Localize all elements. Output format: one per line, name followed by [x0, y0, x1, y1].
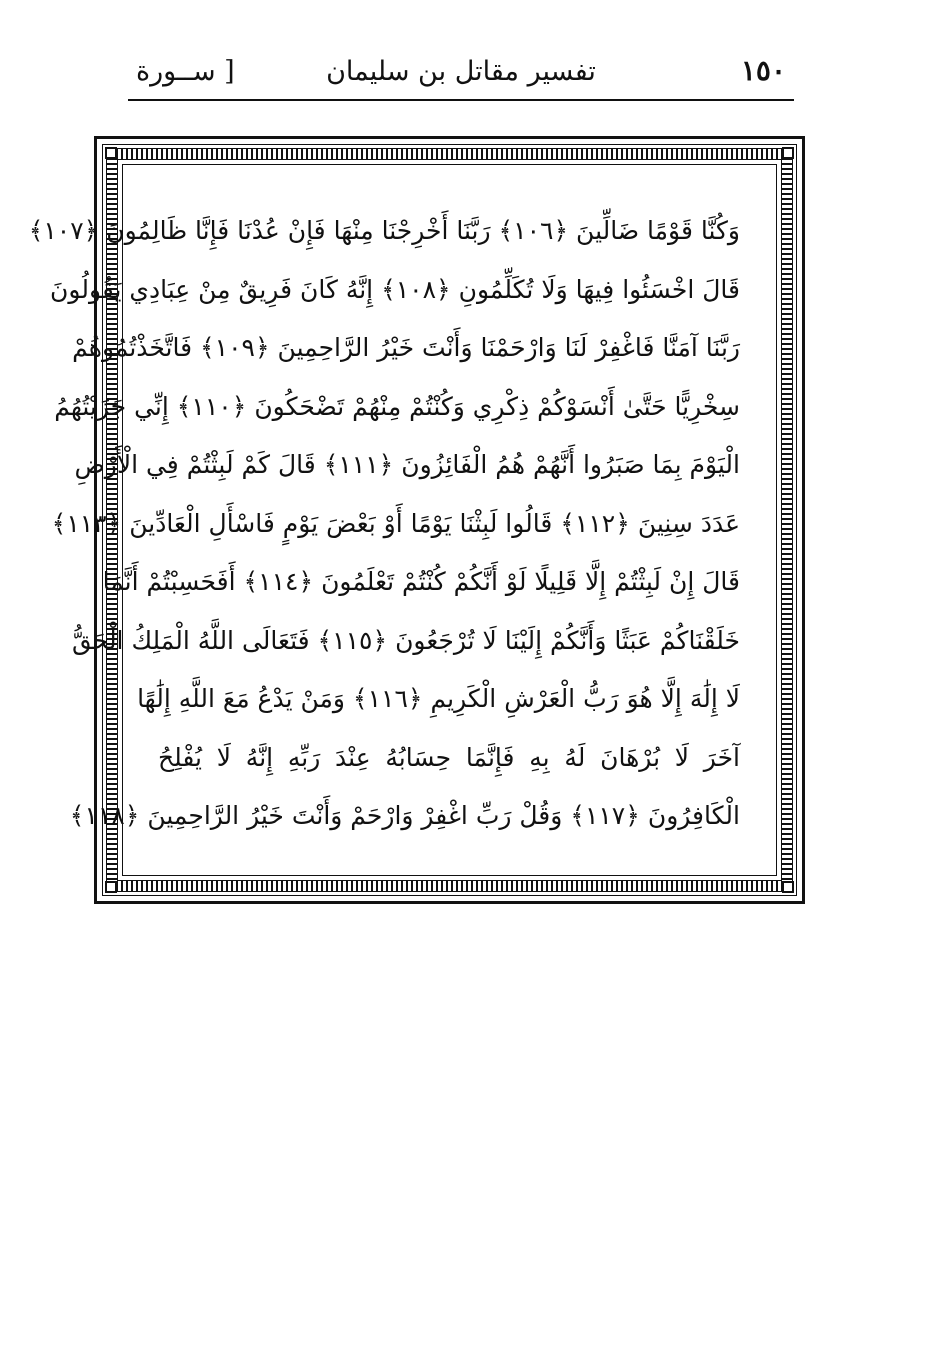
text-line: وَكُنَّا قَوْمًا ضَالِّينَ ﴿١٠٦﴾ رَبَّنَا أَخْرِجْنَا مِنْهَا فَإِنْ عُدْنَا فَإِنَّا ظَالِمُونَ ﴿١٠٧﴾: [28, 216, 740, 245]
frame-band-top: [106, 148, 793, 160]
text-line: قَالَ إِنْ لَبِثْتُمْ إِلَّا قَلِيلًا لَوْ أَنَّكُمْ كُنْتُمْ تَعْلَمُونَ ﴿١١٤﴾ أَفَحَسِبْتُمْ أَنَّمَا: [102, 567, 740, 596]
text-line: آخَرَ لَا بُرْهَانَ لَهُ بِهِ فَإِنَّمَا حِسَابُهُ عِنْدَ رَبِّهِ إِنَّهُ لَا يُفْلِحُ: [158, 742, 740, 772]
frame-corner: [782, 881, 794, 893]
text-line: قَالَ اخْسَئُوا فِيهَا وَلَا تُكَلِّمُونِ ﴿١٠٨﴾ إِنَّهُ كَانَ فَرِيقٌ مِنْ عِبَادِي يَقُولُونَ: [50, 274, 740, 304]
text-line: رَبَّنَا آمَنَّا فَاغْفِرْ لَنَا وَارْحَمْنَا وَأَنْتَ خَيْرُ الرَّاحِمِينَ ﴿١٠٩﴾ فَاتَّخَذْتُمُوهُمْ: [72, 333, 740, 362]
frame-corner: [105, 147, 117, 159]
text-line: الْكَافِرُونَ ﴿١١٧﴾ وَقُلْ رَبِّ اغْفِرْ وَارْحَمْ وَأَنْتَ خَيْرُ الرَّاحِمِينَ ﴿١١٨﴾: [69, 801, 740, 830]
page-header: [128, 52, 794, 96]
text-line: خَلَقْنَاكُمْ عَبَثًا وَأَنَّكُمْ إِلَيْنَا لَا تُرْجَعُونَ ﴿١١٥﴾ فَتَعَالَى اللَّهُ الْمَلِكُ الْحَقُّ: [71, 625, 740, 655]
frame-corner: [782, 147, 794, 159]
text-line: عَدَدَ سِنِينَ ﴿١١٢﴾ قَالُوا لَبِثْنَا يَوْمًا أَوْ بَعْضَ يَوْمٍ فَاسْأَلِ الْعَادِّينَ ﴿١١٣﴾: [51, 508, 740, 538]
frame-band-right: [781, 148, 793, 892]
frame-corner: [105, 881, 117, 893]
header-rule: [128, 99, 794, 101]
page-number: ١٥٠: [740, 54, 786, 87]
text-line: الْيَوْمَ بِمَا صَبَرُوا أَنَّهُمْ هُمُ الْفَائِزُونَ ﴿١١١﴾ قَالَ كَمْ لَبِثْتُمْ فِي الْأَرْضِ: [74, 450, 740, 479]
book-title: تفسير مقاتل بن سليمان: [326, 56, 596, 87]
surah-label: [ ســورة: [136, 56, 235, 87]
text-line: سِخْرِيًّا حَتَّىٰ أَنْسَوْكُمْ ذِكْرِي وَكُنْتُمْ مِنْهُمْ تَضْحَكُونَ ﴿١١٠﴾ إِنِّي جَزَيْتُهُمُ: [54, 391, 740, 421]
text-line: لَا إِلَٰهَ إِلَّا هُوَ رَبُّ الْعَرْشِ الْكَرِيمِ ﴿١١٦﴾ وَمَنْ يَدْعُ مَعَ اللَّهِ إِلَٰهًا: [137, 684, 740, 713]
frame-band-bottom: [106, 880, 793, 892]
quran-text-block: [28, 202, 740, 846]
